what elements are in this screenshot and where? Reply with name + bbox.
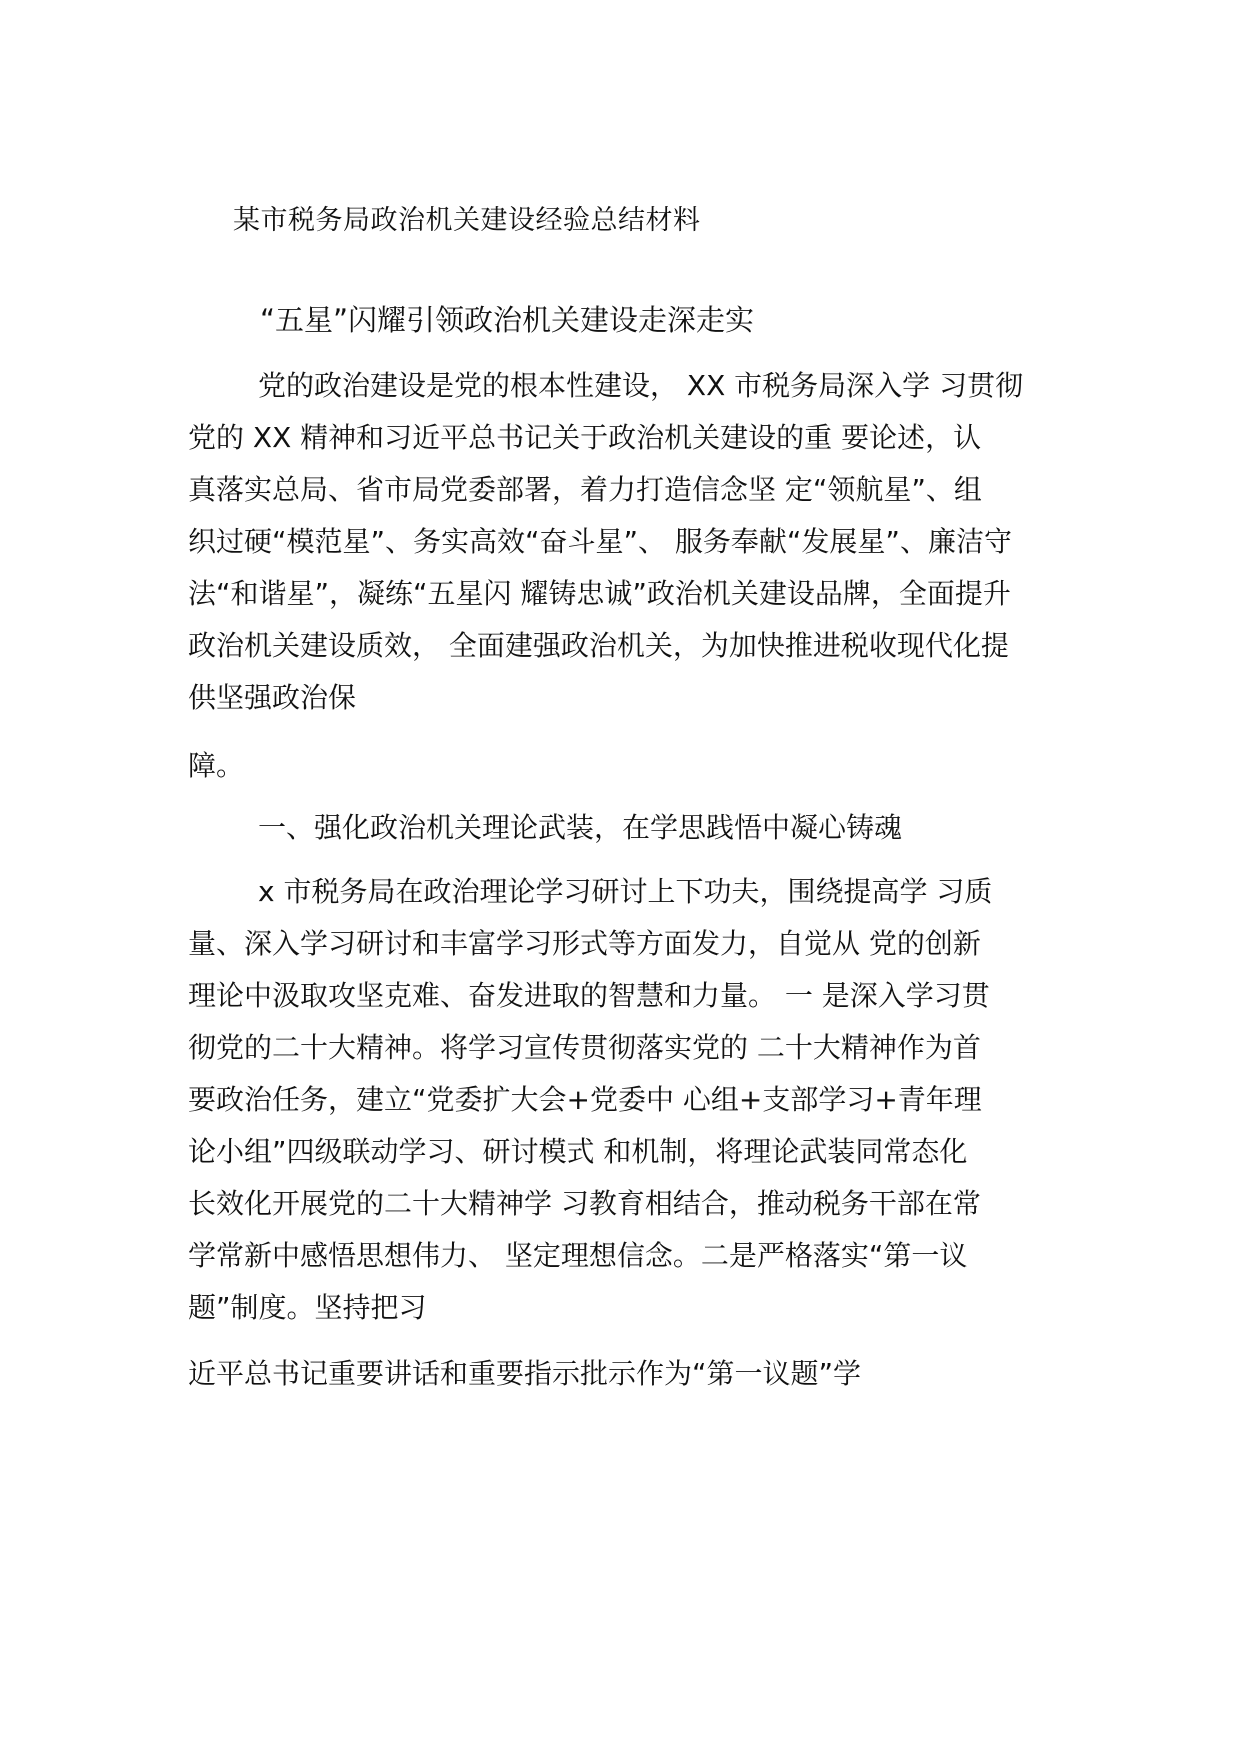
paragraph-line: 要政治任务，建立“党委扩大会+党委中 心组+支部学习+青年理 [188, 1083, 982, 1116]
paragraph-line: 量、深入学习研讨和丰富学习形式等方面发力，自觉从 党的创新 [188, 927, 981, 960]
document-subtitle: “五星”闪耀引领政治机关建设走深走实 [260, 303, 755, 337]
paragraph-line: 彻党的二十大精神。将学习宣传贯彻落实党的 二十大精神作为首 [188, 1031, 981, 1064]
paragraph-section-1 [188, 866, 1088, 1334]
paragraph-line: 近平总书记重要讲话和重要指示批示作为“第一议题”学 [188, 1357, 862, 1390]
paragraph-line: 理论中汲取攻坚克难、奋发进取的智慧和力量。 一 是深入学习贯 [188, 979, 990, 1012]
document-title: 某市税务局政治机关建设经验总结材料 [233, 205, 701, 236]
paragraph-line: 真落实总局、省市局党委部署，着力打造信念坚 定“领航星”、组 [188, 473, 982, 506]
paragraph-line: 论小组”四级联动学习、研讨模式 和机制，将理论武装同常态化 [188, 1135, 968, 1168]
section-heading-text: 一、强化政治机关理论武装，在学思践悟中凝心铸魂 [258, 811, 903, 844]
paragraph-line: 长效化开展党的二十大精神学 习教育相结合，推动税务干部在常 [188, 1187, 981, 1220]
paragraph-line: 党的 XX 精神和习近平总书记关于政治机关建设的重 要论述，认 [188, 421, 982, 454]
paragraph-line: x 市税务局在政治理论学习研讨上下功夫，围绕提高学 习质 [258, 875, 993, 908]
paragraph-line: 学常新中感悟思想伟力、 坚定理想信念。二是严格落实“第一议 [188, 1239, 968, 1272]
paragraph-line: 供坚强政治保 [188, 681, 357, 714]
paragraph-intro [188, 360, 1088, 724]
section-heading-1 [188, 802, 1088, 854]
paragraph-line: 政治机关建设质效， 全面建强政治机关，为加快推进税收现代化提 [188, 629, 1009, 662]
paragraph-line: 法“和谐星”，凝练“五星闪 耀铸忠诚”政治机关建设品牌，全面提升 [188, 577, 1011, 610]
paragraph-line: 织过硬“模范星”、务实高效“奋斗星”、 服务奉献“发展星”、廉洁守 [188, 525, 1012, 558]
paragraph-line: 题”制度。坚持把习 [188, 1291, 427, 1324]
paragraph-line: 障。 [188, 749, 245, 782]
paragraph-section-1-tail [188, 1348, 1088, 1400]
paragraph-line: 党的政治建设是党的根本性建设， XX 市税务局深入学 习贯彻 [258, 369, 1024, 402]
paragraph-intro-tail [188, 740, 1088, 792]
